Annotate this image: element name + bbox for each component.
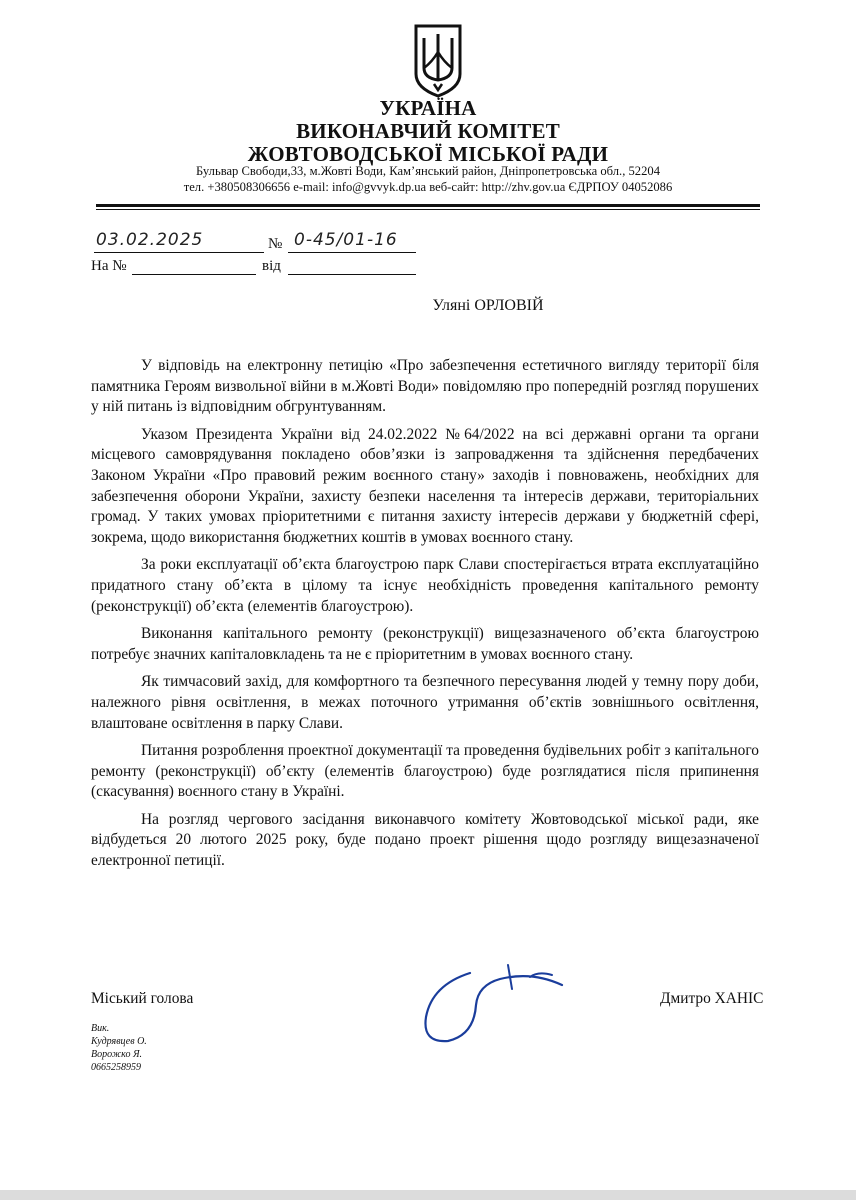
paragraph: У відповідь на електронну петицію «Про забезпечення естетичного вигляду території біля памятника Героям визвольної війни в м.Жовті Води» повідомляю про попередній розгляд порушених у ній питань із відповідним обгрунтуванням.	[91, 357, 759, 416]
addressee: Уляні ОРЛОВІЙ	[432, 297, 544, 314]
header-divider	[96, 204, 760, 207]
header-address: Бульвар Свободи,33, м.Жовті Води, Кам’янський район, Дніпропетровська обл., 52204	[196, 164, 660, 178]
paragraph: За роки експлуатації об’єкта благоустрою парк Слави спостерігається втрата експлуатаційно придатного стану об’єкта в цілому та існує необхідність проведення капітального ремонту (реконструкції) об’єкта (елементів благоустрою).	[91, 556, 759, 615]
executors-label: Вик.	[91, 1023, 110, 1034]
executor-phone: 0665258959	[91, 1062, 141, 1073]
paragraph: Виконання капітального ремонту (реконструкції) вищезазначеного об’єкта благоустрою потребує значних капіталовкладень та не є пріоритетним в умовах воєнного стану.	[91, 625, 759, 663]
bottom-edge	[0, 1190, 856, 1200]
reply-date-underline	[288, 274, 416, 275]
header-contacts: тел. +380508306656 e-mail: info@gvvyk.dp.ua веб-сайт: http://zhv.gov.ua ЄДРПОУ 04052086	[183, 180, 673, 194]
executor-name: Ворожко Я.	[91, 1049, 143, 1060]
reply-to-label: На №	[91, 258, 127, 274]
number-underline	[288, 252, 416, 253]
header-org-line1: ВИКОНАВЧИЙ КОМІТЕТ	[296, 119, 560, 143]
number-label: №	[268, 236, 283, 252]
letter-body	[91, 356, 759, 879]
signer-name: Дмитро ХАНІС	[660, 990, 764, 1007]
paragraph: Питання розроблення проектної документації та проведення будівельних робіт з капітального ремонту (реконструкції) об’єкту (елементів благоустрою) буде розглядатися після припинення (скасування) воєнного стану в Україні.	[91, 742, 759, 801]
outgoing-number: 0-45/01-16	[294, 230, 398, 250]
trident-emblem-icon	[412, 22, 464, 98]
date-underline	[94, 252, 264, 253]
paragraph: На розгляд чергового засідання виконавчого комітету Жовтоводської міської ради, яке відбудеться 20 лютого 2025 року, буде подано проект рішення щодо розгляду вищезазначеної електронної петиції.	[91, 810, 759, 870]
outgoing-date: 03.02.2025	[96, 230, 204, 250]
from-label: від	[262, 258, 281, 274]
executors-block	[91, 1022, 147, 1074]
header-country: УКРАЇНА	[379, 96, 477, 120]
reply-number-underline	[132, 274, 256, 275]
header-divider-thin	[96, 209, 760, 210]
handwritten-signature-icon	[412, 955, 572, 1055]
paragraph: Указом Президента України від 24.02.2022 №64/2022 на всі державні органи та органи місцевого самоврядування покладено обов’язки із запровадження та здійснення передбачених Законом України «Про правовий режим воєнного стану» заходів і повноважень, необхідних для забезпечення оборони України, захисту безпеки населення та інтересів держави, територіальних громад. У таких умовах пріоритетними є питання захисту інтересів держави у бюджетній сфері, зокрема, щодо використання бюджетних коштів в умовах воєнного стану.	[91, 425, 759, 546]
paragraph: Як тимчасовий захід, для комфортного та безпечного пересування людей у темну пору доби, належного рівня освітлення, в межах поточного утримання об’єктів зовнішнього освітлення, влаштоване освітлення в парку Слави.	[91, 673, 759, 732]
executor-name: Кудрявцев О.	[91, 1036, 147, 1047]
signer-title: Міський голова	[91, 990, 194, 1007]
header-org-line2: ЖОВТОВОДСЬКОЇ МІСЬКОЇ РАДИ	[247, 142, 609, 166]
